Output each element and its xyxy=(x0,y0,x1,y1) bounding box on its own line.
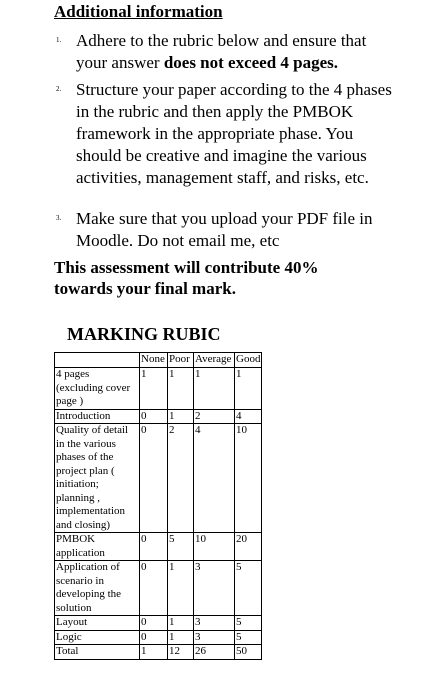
poor-score-cell: 12 xyxy=(168,645,194,660)
average-score-cell: 4 xyxy=(194,424,235,533)
none-score-cell: 0 xyxy=(140,409,168,424)
marking-rubric-table xyxy=(54,352,262,660)
criterion-cell: Quality of detail in the various phases of the project plan ( initiation; planning , implementation and closing) xyxy=(55,424,140,533)
good-score-cell: 5 xyxy=(235,561,262,616)
header-cell-blank xyxy=(55,353,140,368)
good-score-cell: 50 xyxy=(235,645,262,660)
average-score-cell: 2 xyxy=(194,409,235,424)
average-score-cell: 3 xyxy=(194,616,235,631)
instruction-text-bold: does not exceed 4 pages. xyxy=(163,53,339,72)
poor-score-cell: 1 xyxy=(168,561,194,616)
table-row xyxy=(55,368,262,410)
assessment-note: This assessment will contribute 40% towards your final mark. xyxy=(54,258,319,298)
average-score-cell: 1 xyxy=(194,368,235,410)
header-cell-poor: Poor xyxy=(168,353,194,368)
instruction-text xyxy=(76,30,396,74)
table-row xyxy=(55,616,262,631)
good-score-cell: 5 xyxy=(235,630,262,645)
header-cell-none: None xyxy=(140,353,168,368)
instruction-item-2 xyxy=(56,79,396,189)
instruction-text: Make sure that you upload your PDF file in Moodle. Do not email me, etc xyxy=(76,209,373,250)
average-score-cell: 26 xyxy=(194,645,235,660)
instruction-item-1 xyxy=(56,30,396,74)
poor-score-cell: 2 xyxy=(168,424,194,533)
criterion-cell: PMBOK application xyxy=(55,533,140,561)
none-score-cell: 0 xyxy=(140,424,168,533)
instruction-number: 1. xyxy=(56,36,62,44)
good-score-cell: 10 xyxy=(235,424,262,533)
section-heading: Additional information xyxy=(54,2,223,21)
none-score-cell: 0 xyxy=(140,616,168,631)
none-score-cell: 0 xyxy=(140,630,168,645)
header-cell-average: Average xyxy=(194,353,235,368)
none-score-cell: 0 xyxy=(140,533,168,561)
instruction-item-3 xyxy=(56,208,396,252)
instruction-number: 2. xyxy=(56,85,62,93)
instruction-number: 3. xyxy=(56,214,62,222)
poor-score-cell: 1 xyxy=(168,409,194,424)
table-row xyxy=(55,533,262,561)
poor-score-cell: 1 xyxy=(168,616,194,631)
none-score-cell: 1 xyxy=(140,368,168,410)
criterion-cell: Layout xyxy=(55,616,140,631)
criterion-cell: 4 pages (excluding cover page ) xyxy=(55,368,140,410)
good-score-cell: 5 xyxy=(235,616,262,631)
poor-score-cell: 1 xyxy=(168,368,194,410)
none-score-cell: 0 xyxy=(140,561,168,616)
poor-score-cell: 1 xyxy=(168,630,194,645)
table-header-row xyxy=(55,353,262,368)
table-row xyxy=(55,424,262,533)
average-score-cell: 3 xyxy=(194,561,235,616)
rubric-title: MARKING RUBIC xyxy=(67,324,221,344)
table-row xyxy=(55,630,262,645)
table-row xyxy=(55,645,262,660)
poor-score-cell: 5 xyxy=(168,533,194,561)
table-row xyxy=(55,409,262,424)
table-row xyxy=(55,561,262,616)
average-score-cell: 10 xyxy=(194,533,235,561)
average-score-cell: 3 xyxy=(194,630,235,645)
good-score-cell: 1 xyxy=(235,368,262,410)
criterion-cell: Total xyxy=(55,645,140,660)
none-score-cell: 1 xyxy=(140,645,168,660)
instruction-text-plain: Adhere to the rubric below and ensure that your answer xyxy=(76,31,367,72)
good-score-cell: 4 xyxy=(235,409,262,424)
instruction-text: Structure your paper according to the 4 phases in the rubric and then apply the PMBOK framework in the appropriate phase. You should be creative and imagine the various activities, management staff, and risks, etc. xyxy=(76,80,392,187)
criterion-cell: Logic xyxy=(55,630,140,645)
good-score-cell: 20 xyxy=(235,533,262,561)
criterion-cell: Application of scenario in developing the solution xyxy=(55,561,140,616)
header-cell-good: Good xyxy=(235,353,262,368)
criterion-cell: Introduction xyxy=(55,409,140,424)
